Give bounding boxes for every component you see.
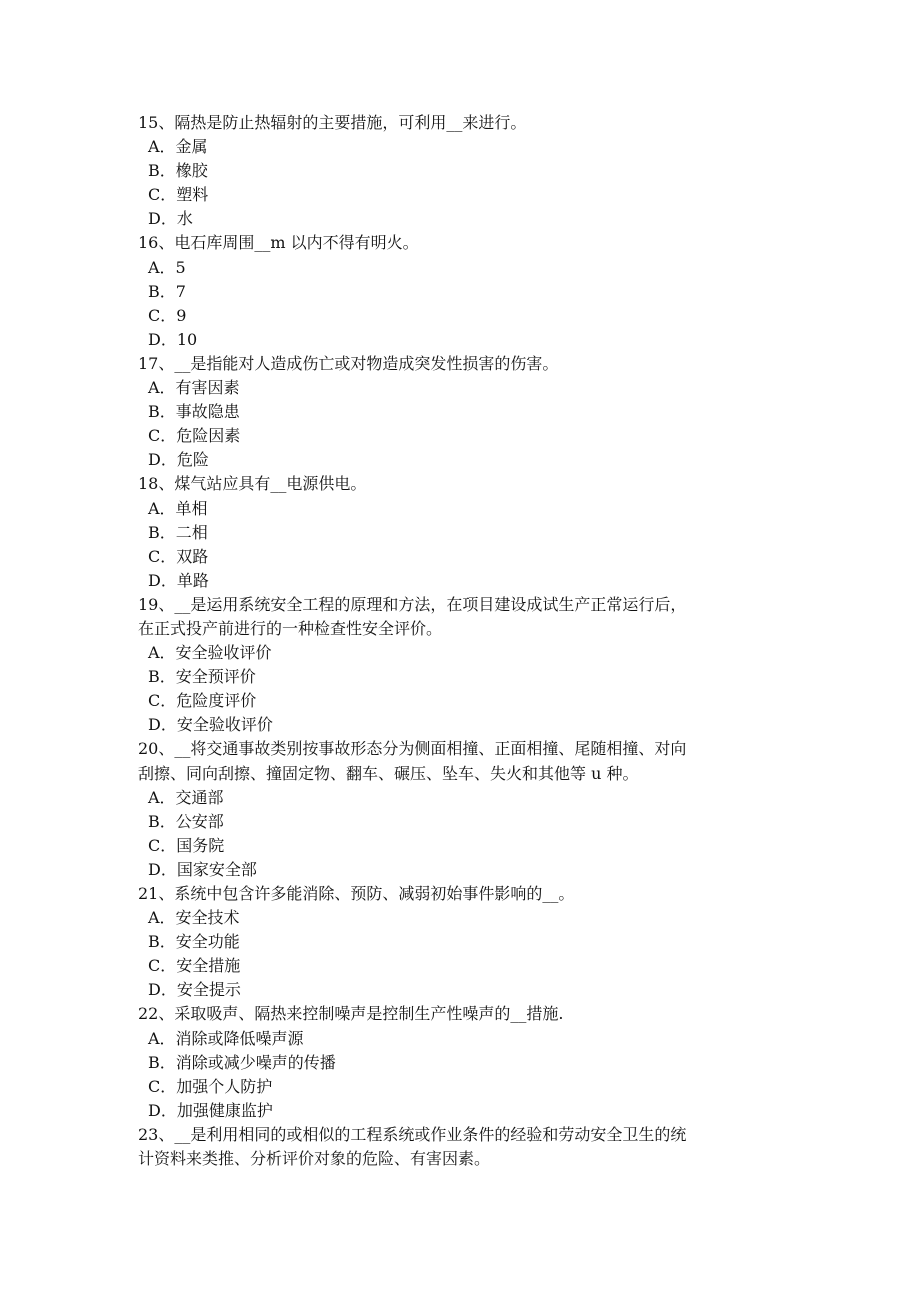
answer-option: C．塑料 bbox=[148, 185, 209, 205]
question-block bbox=[138, 111, 798, 231]
answer-option: B．安全功能 bbox=[148, 932, 240, 952]
question-text: 在正式投产前进行的一种检查性安全评价。 bbox=[138, 618, 443, 638]
answer-option: D．危险 bbox=[148, 450, 209, 470]
question-text: 19、__是运用系统安全工程的原理和方法，在项目建设成试生产正常运行后， bbox=[138, 594, 687, 614]
answer-option: C．9 bbox=[148, 305, 187, 325]
answer-option: A．安全验收评价 bbox=[148, 643, 272, 663]
question-block bbox=[138, 352, 798, 472]
answer-option: C．安全措施 bbox=[148, 956, 241, 976]
answer-option: A．消除或降低噪声源 bbox=[148, 1028, 304, 1048]
answer-option: B．安全预评价 bbox=[148, 667, 256, 687]
answer-option: A．单相 bbox=[148, 498, 208, 518]
answer-option: B．橡胶 bbox=[148, 161, 208, 181]
question-text: 15、隔热是防止热辐射的主要措施，可利用__来进行。 bbox=[138, 113, 527, 132]
answer-option: C．危险度评价 bbox=[148, 691, 257, 711]
answer-option: D．单路 bbox=[148, 570, 209, 590]
answer-option: D．安全提示 bbox=[148, 980, 241, 1000]
question-text: 计资料来类推、分析评价对象的危险、有害因素。 bbox=[138, 1149, 491, 1169]
answer-option: D．水 bbox=[148, 209, 193, 229]
answer-option: A．金属 bbox=[148, 137, 208, 157]
question-text: 20、__将交通事故类别按事故形态分为侧面相撞、正面相撞、尾随相撞、对向 bbox=[138, 739, 687, 759]
question-text: 刮擦、同向刮擦、撞固定物、翻车、碾压、坠车、失火和其他等 u 种。 bbox=[138, 763, 639, 783]
answer-option: D．国家安全部 bbox=[148, 859, 257, 879]
answer-option: C．危险因素 bbox=[148, 426, 241, 446]
question-block bbox=[138, 737, 798, 882]
question-list bbox=[138, 111, 798, 1171]
question-block bbox=[138, 1123, 798, 1171]
question-block bbox=[138, 1002, 798, 1122]
answer-option: B．7 bbox=[148, 281, 186, 301]
question-block bbox=[138, 593, 798, 738]
question-text: 23、__是利用相同的或相似的工程系统或作业条件的经验和劳动安全卫生的统 bbox=[138, 1124, 687, 1144]
question-text: 17、__是指能对人造成伤亡或对物造成突发性损害的伤害。 bbox=[138, 353, 559, 373]
question-text: 18、煤气站应具有__电源供电。 bbox=[138, 474, 367, 494]
question-block bbox=[138, 882, 798, 1002]
answer-option: A．有害因素 bbox=[148, 378, 240, 398]
answer-option: D．安全验收评价 bbox=[148, 715, 273, 735]
answer-option: B．消除或减少噪声的传播 bbox=[148, 1052, 336, 1072]
answer-option: B．事故隐患 bbox=[148, 402, 240, 422]
question-block bbox=[138, 472, 798, 592]
answer-option: D．10 bbox=[148, 329, 198, 349]
question-text: 16、电石库周围__m 以内不得有明火。 bbox=[138, 233, 419, 253]
answer-option: A．5 bbox=[148, 257, 186, 277]
answer-option: B．二相 bbox=[148, 522, 208, 542]
answer-option: C．加强个人防护 bbox=[148, 1076, 273, 1096]
question-block bbox=[138, 231, 798, 351]
answer-option: C．国务院 bbox=[148, 835, 225, 855]
question-text: 21、系统中包含许多能消除、预防、减弱初始事件影响的__。 bbox=[138, 884, 575, 903]
question-text: 22、采取吸声、隔热来控制噪声是控制生产性噪声的__措施. bbox=[138, 1004, 564, 1024]
answer-option: B．公安部 bbox=[148, 811, 224, 831]
answer-option: A．安全技术 bbox=[148, 908, 240, 928]
answer-option: A．交通部 bbox=[148, 787, 224, 807]
answer-option: C．双路 bbox=[148, 546, 209, 566]
answer-option: D．加强健康监护 bbox=[148, 1100, 273, 1120]
